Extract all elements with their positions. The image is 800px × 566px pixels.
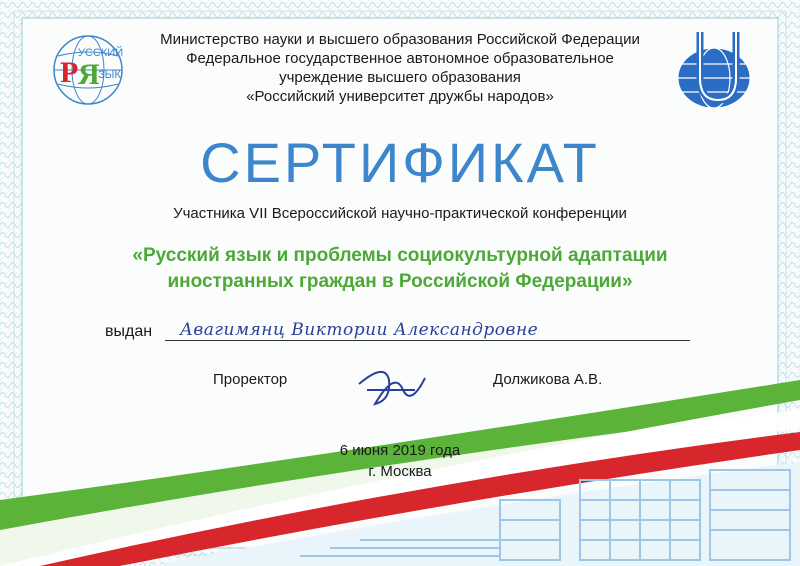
signatory-position: Проректор bbox=[213, 371, 288, 388]
ministry-line: Министерство науки и высшего образования Российской Федерации bbox=[160, 31, 640, 48]
russian-language-logo bbox=[48, 28, 134, 108]
conference-line: иностранных граждан в Российской Федерации» bbox=[167, 271, 633, 292]
issue-city: г. Москва bbox=[368, 463, 432, 480]
issued-label: выдан bbox=[105, 323, 153, 340]
ministry-line: учреждение высшего образования bbox=[279, 69, 521, 86]
certificate-title: СЕРТИФИКАТ bbox=[200, 131, 600, 194]
logo-text-bottom: ЗЫК bbox=[98, 69, 121, 81]
ministry-line: «Российский университет дружбы народов» bbox=[246, 88, 554, 105]
svg-text:Р: Р bbox=[60, 56, 79, 89]
recipient-name: Авагимянц Виктории Александровне bbox=[180, 320, 539, 340]
recipient-underline bbox=[165, 340, 690, 341]
svg-text:Я: Я bbox=[78, 58, 100, 91]
ministry-line: Федеральное государственное автономное образовательное bbox=[186, 50, 614, 67]
handwritten-signature bbox=[355, 360, 435, 410]
rudn-university-logo bbox=[670, 28, 762, 116]
participant-line: Участника VII Всероссийской научно-практической конференции bbox=[173, 205, 627, 222]
issue-date: 6 июня 2019 года bbox=[339, 442, 461, 459]
conference-title bbox=[100, 243, 700, 295]
signatory-name: Должикова А.В. bbox=[493, 371, 603, 388]
ministry-header bbox=[150, 30, 650, 106]
conference-line: «Русский язык и проблемы социокультурной адаптации bbox=[132, 245, 668, 266]
logo-text-top: УССКИЙ bbox=[78, 47, 124, 59]
